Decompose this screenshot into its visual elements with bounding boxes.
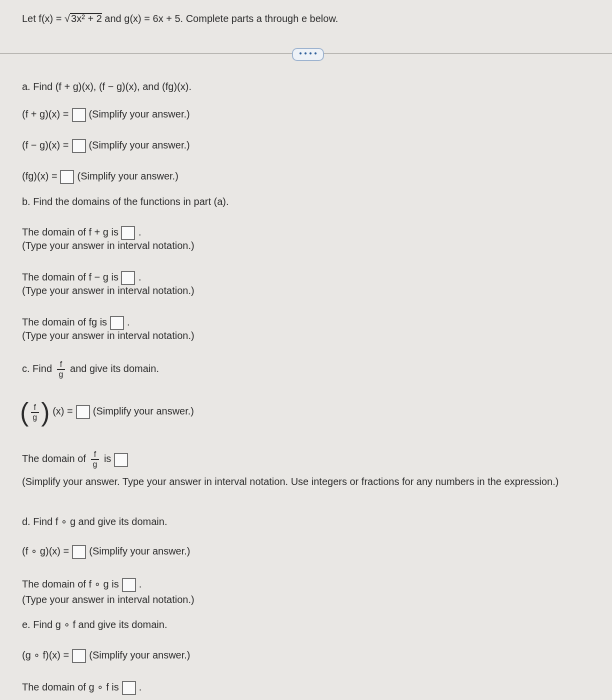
quotient-row — [20, 397, 194, 427]
difference-row — [22, 139, 190, 153]
domain-fraction — [91, 450, 99, 469]
expand-more-button[interactable]: • • • • — [292, 48, 324, 61]
domain-sum-row: The domain of f + g is . — [22, 227, 142, 239]
g-definition-and-instructions: and g(x) = 6x + 5. Complete parts a through e below. — [104, 14, 339, 25]
domain-product-label: The domain of fg is — [22, 317, 108, 329]
part-b-heading: b. Find the domains of the functions in part (a). — [22, 197, 229, 208]
domain-product-row: The domain of fg is . — [22, 317, 130, 329]
composition-fg-domain-note: (Type your answer in interval notation.) — [22, 595, 195, 606]
f-radicand: 3x² + 2 — [71, 14, 102, 25]
product-hint: (Simplify your answer.) — [77, 171, 179, 183]
domain-sum-note: (Type your answer in interval notation.) — [22, 241, 195, 252]
part-a-heading: a. Find (f + g)(x), (f − g)(x), and (fg)(x). — [22, 82, 192, 93]
composition-gf-domain-label: The domain of g ∘ f is — [22, 682, 119, 694]
sum-answer-input[interactable] — [72, 108, 86, 122]
quotient-numerator: f — [31, 403, 39, 413]
part-c-heading — [22, 360, 159, 379]
composition-fg-domain-input[interactable] — [122, 578, 136, 592]
difference-hint: (Simplify your answer.) — [88, 140, 190, 152]
composition-fg-lhs: (f ∘ g)(x) = — [22, 546, 70, 558]
composition-gf-input[interactable] — [72, 649, 86, 663]
part-c-heading-post: and give its domain. — [70, 364, 159, 376]
domain-product-note: (Type your answer in interval notation.) — [22, 331, 195, 342]
quotient-domain-note: (Simplify your answer. Type your answer in interval notation. Use integers or fractions for any numbers in the expression.) — [22, 477, 559, 488]
domain-sum-label: The domain of f + g is — [22, 227, 119, 239]
quotient-lhs-suffix: (x) = — [52, 406, 73, 418]
quotient-fraction — [31, 403, 39, 422]
part-c-heading-pre: c. Find — [22, 364, 53, 376]
product-lhs: (fg)(x) = — [22, 171, 58, 183]
sum-row — [22, 108, 190, 122]
f-over-g-fraction — [57, 360, 65, 379]
composition-gf-hint: (Simplify your answer.) — [89, 650, 191, 662]
product-row — [22, 170, 178, 184]
sum-hint: (Simplify your answer.) — [88, 109, 190, 121]
quotient-domain-pre: The domain of — [22, 454, 86, 466]
domain-fraction-denominator: g — [92, 460, 98, 469]
difference-answer-input[interactable] — [72, 139, 86, 153]
composition-fg-row — [22, 545, 190, 559]
difference-lhs: (f − g)(x) = — [22, 140, 69, 152]
composition-fg-input[interactable] — [72, 545, 86, 559]
sqrt-icon: √ — [64, 14, 71, 25]
domain-difference-row: The domain of f − g is . — [22, 272, 142, 284]
product-answer-input[interactable] — [60, 170, 74, 184]
domain-product-input[interactable] — [110, 316, 124, 330]
quotient-hint: (Simplify your answer.) — [92, 406, 194, 418]
domain-difference-note: (Type your answer in interval notation.) — [22, 286, 195, 297]
part-e-heading: e. Find g ∘ f and give its domain. — [22, 620, 168, 631]
sum-lhs: (f + g)(x) = — [22, 109, 69, 121]
fraction-numerator: f — [57, 360, 65, 370]
composition-fg-domain-label: The domain of f ∘ g is — [22, 579, 119, 591]
part-d-heading: d. Find f ∘ g and give its domain. — [22, 517, 168, 528]
composition-gf-row — [22, 649, 190, 663]
left-paren: ( — [20, 397, 29, 427]
quotient-domain-row — [22, 450, 131, 469]
composition-fg-hint: (Simplify your answer.) — [89, 546, 191, 558]
quotient-answer-input[interactable] — [76, 405, 90, 419]
problem-statement — [22, 13, 338, 25]
quotient-domain-input[interactable] — [114, 453, 128, 467]
domain-fraction-numerator: f — [91, 450, 99, 460]
composition-gf-domain-row: The domain of g ∘ f is . — [22, 682, 142, 694]
domain-sum-input[interactable] — [121, 226, 135, 240]
quotient-domain-post: is — [103, 454, 112, 466]
fraction-denominator: g — [58, 370, 64, 379]
domain-difference-input[interactable] — [121, 271, 135, 285]
right-paren: ) — [41, 397, 50, 427]
domain-difference-label: The domain of f − g is — [22, 272, 119, 284]
composition-gf-domain-input[interactable] — [122, 681, 136, 695]
quotient-denominator: g — [32, 412, 38, 422]
f-definition-label: Let f(x) = — [22, 14, 62, 25]
composition-gf-lhs: (g ∘ f)(x) = — [22, 650, 70, 662]
composition-fg-domain-row: The domain of f ∘ g is . — [22, 579, 142, 591]
